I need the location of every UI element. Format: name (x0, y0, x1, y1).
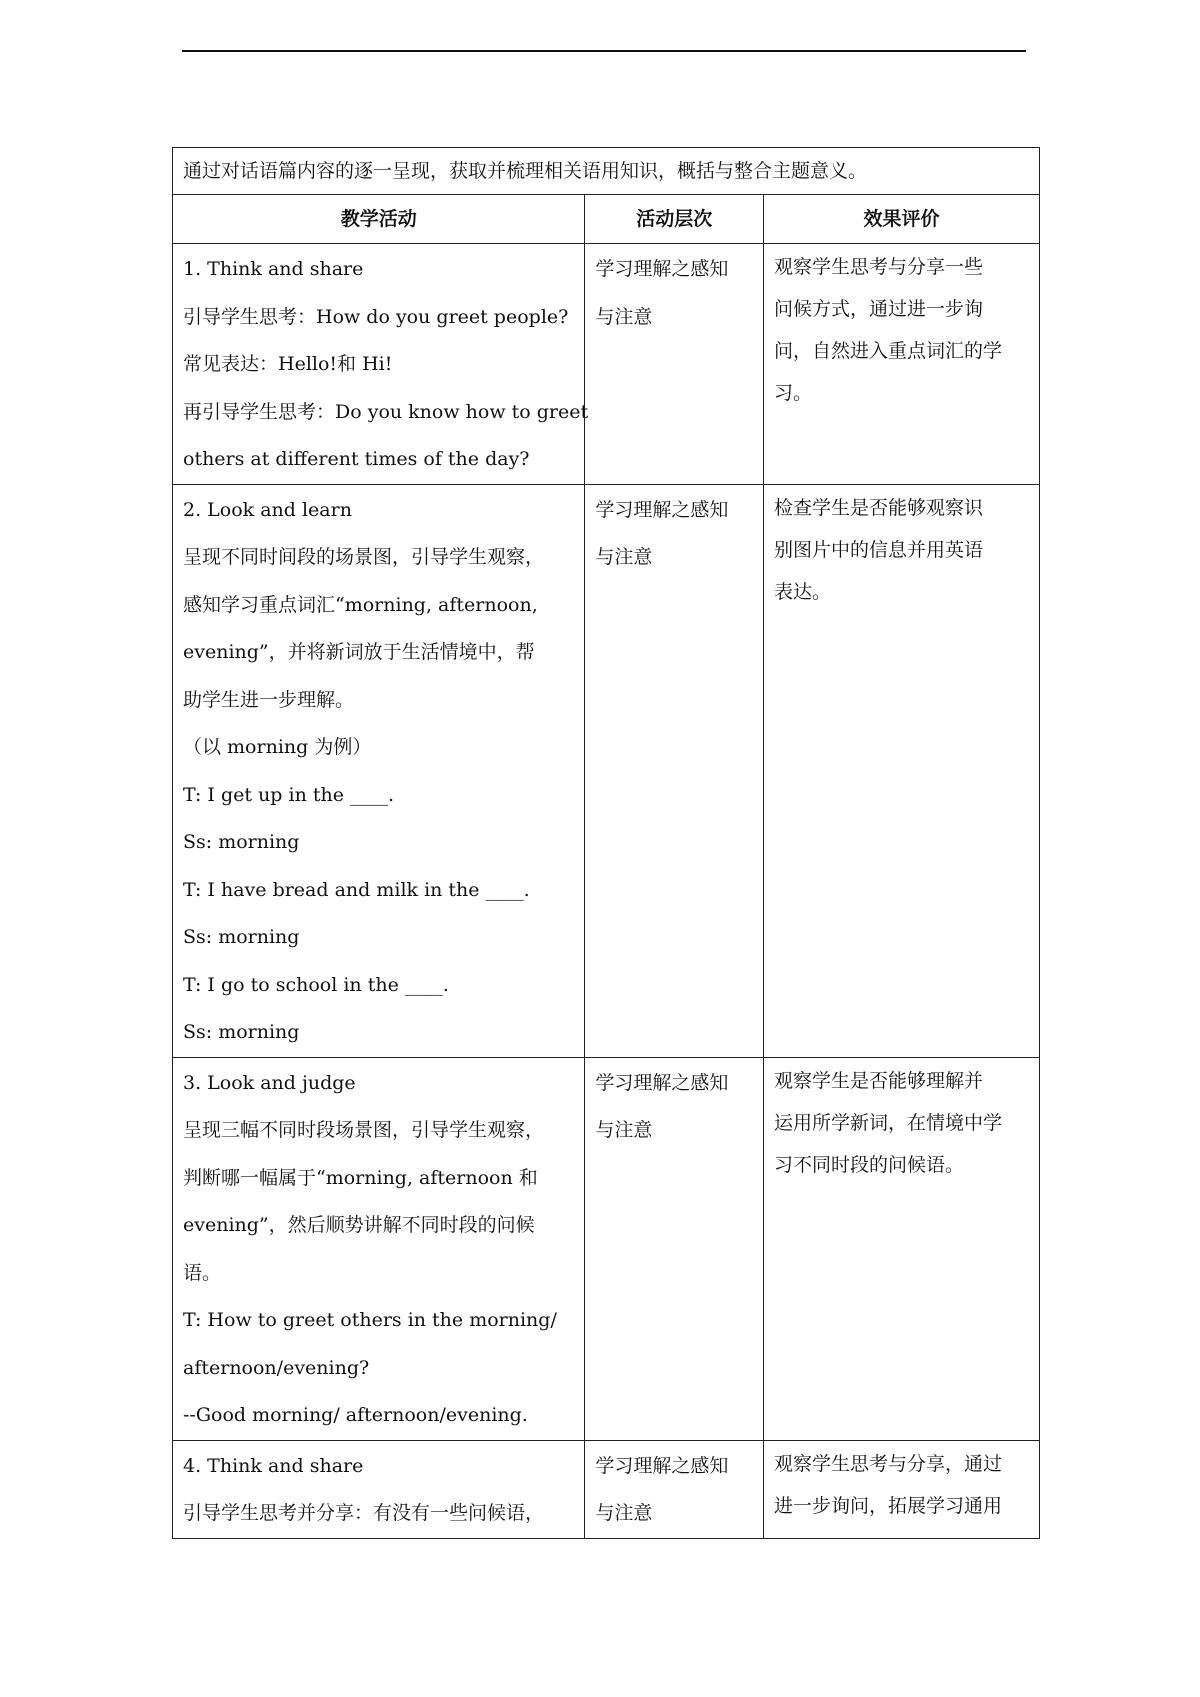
header-activity: 教学活动 (173, 195, 585, 244)
level-cell (585, 1057, 764, 1440)
effect-line: 习不同时段的问候语。 (774, 1153, 965, 1176)
activity-line: 语。 (183, 1261, 222, 1284)
activity-cell (173, 484, 585, 1057)
activity-line: T: I go to school in the ____. (183, 973, 449, 996)
header-row (173, 195, 1040, 244)
effect-line: 进一步询问，拓展学习通用 (774, 1494, 1003, 1517)
intro-row (173, 148, 1040, 195)
level-line: 与注意 (595, 1119, 653, 1141)
activity-line: 1. Think and share (183, 258, 364, 280)
activity-line: 再引导学生思考：Do you know how to greet (183, 400, 589, 423)
table-row (173, 1057, 1040, 1440)
activity-cell (173, 1440, 585, 1538)
activity-line: T: I have bread and milk in the ____. (183, 878, 530, 901)
activity-line: others at different times of the day? (183, 448, 530, 470)
level-cell (585, 244, 764, 485)
effect-line: 表达。 (774, 580, 832, 603)
effect-cell (764, 244, 1040, 485)
activity-line: 感知学习重点词汇“morning, afternoon, (183, 593, 538, 616)
effect-cell (764, 484, 1040, 1057)
effect-line: 观察学生是否能够理解并 (774, 1069, 984, 1092)
effect-cell (764, 1057, 1040, 1440)
effect-line: 观察学生思考与分享，通过 (774, 1452, 1003, 1475)
level-line: 学习理解之感知 (595, 1454, 729, 1477)
level-line: 学习理解之感知 (595, 498, 729, 521)
header-rule (182, 50, 1026, 52)
effect-line: 习。 (774, 382, 813, 404)
activity-cell (173, 244, 589, 485)
activity-line: afternoon/evening? (183, 1356, 370, 1379)
activity-line: 2. Look and learn (183, 498, 352, 521)
activity-line: 4. Think and share (183, 1454, 364, 1477)
table-row (173, 484, 1040, 1057)
level-line: 学习理解之感知 (595, 258, 729, 280)
effect-line: 观察学生思考与分享一些 (774, 256, 984, 278)
level-cell (585, 484, 764, 1057)
effect-line: 别图片中的信息并用英语 (774, 538, 984, 561)
activity-line: Ss: morning (183, 1021, 300, 1043)
table-row (173, 1440, 1040, 1538)
activity-line: evening”，并将新词放于生活情境中，帮 (183, 641, 535, 663)
activity-line: 判断哪一幅属于“morning, afternoon 和 (183, 1166, 538, 1189)
activity-line: 呈现不同时间段的场景图，引导学生观察， (183, 546, 545, 568)
effect-cell (764, 1440, 1040, 1538)
level-cell (585, 1440, 764, 1538)
activity-line: T: How to greet others in the morning/ (183, 1309, 557, 1331)
effect-line: 检查学生是否能够观察识 (774, 496, 984, 519)
level-line: 与注意 (595, 546, 653, 568)
activity-line: 引导学生思考：How do you greet people? (183, 305, 569, 328)
activity-line: 常见表达：Hello!和 Hi! (183, 353, 393, 375)
activity-line: Ss: morning (183, 926, 300, 948)
effect-line: 问候方式，通过进一步询 (774, 298, 984, 320)
level-line: 与注意 (595, 305, 653, 328)
level-line: 与注意 (595, 1502, 653, 1524)
activity-line: 3. Look and judge (183, 1071, 356, 1094)
activity-line: 呈现三幅不同时段场景图，引导学生观察， (183, 1119, 545, 1141)
header-level: 活动层次 (585, 195, 764, 244)
activity-line: （以 morning 为例） (183, 736, 372, 758)
activity-line: evening”，然后顺势讲解不同时段的问候 (183, 1214, 535, 1236)
level-line: 学习理解之感知 (595, 1071, 729, 1094)
activity-line: Ss: morning (183, 831, 300, 853)
activity-line: --Good morning/ afternoon/evening. (183, 1404, 528, 1426)
activity-line: T: I get up in the ____. (183, 783, 395, 806)
activity-cell (173, 1057, 585, 1440)
effect-line: 运用所学新词，在情境中学 (774, 1111, 1003, 1134)
lesson-plan-table (172, 147, 1040, 1539)
header-effect: 效果评价 (764, 195, 1040, 244)
intro-cell: 通过对话语篇内容的逐一呈现，获取并梳理相关语用知识，概括与整合主题意义。 (173, 148, 1040, 195)
activity-line: 引导学生思考并分享：有没有一些问候语， (183, 1502, 545, 1524)
table-row (173, 244, 1040, 485)
activity-line: 助学生进一步理解。 (183, 688, 355, 711)
effect-line: 问，自然进入重点词汇的学 (774, 340, 1003, 362)
